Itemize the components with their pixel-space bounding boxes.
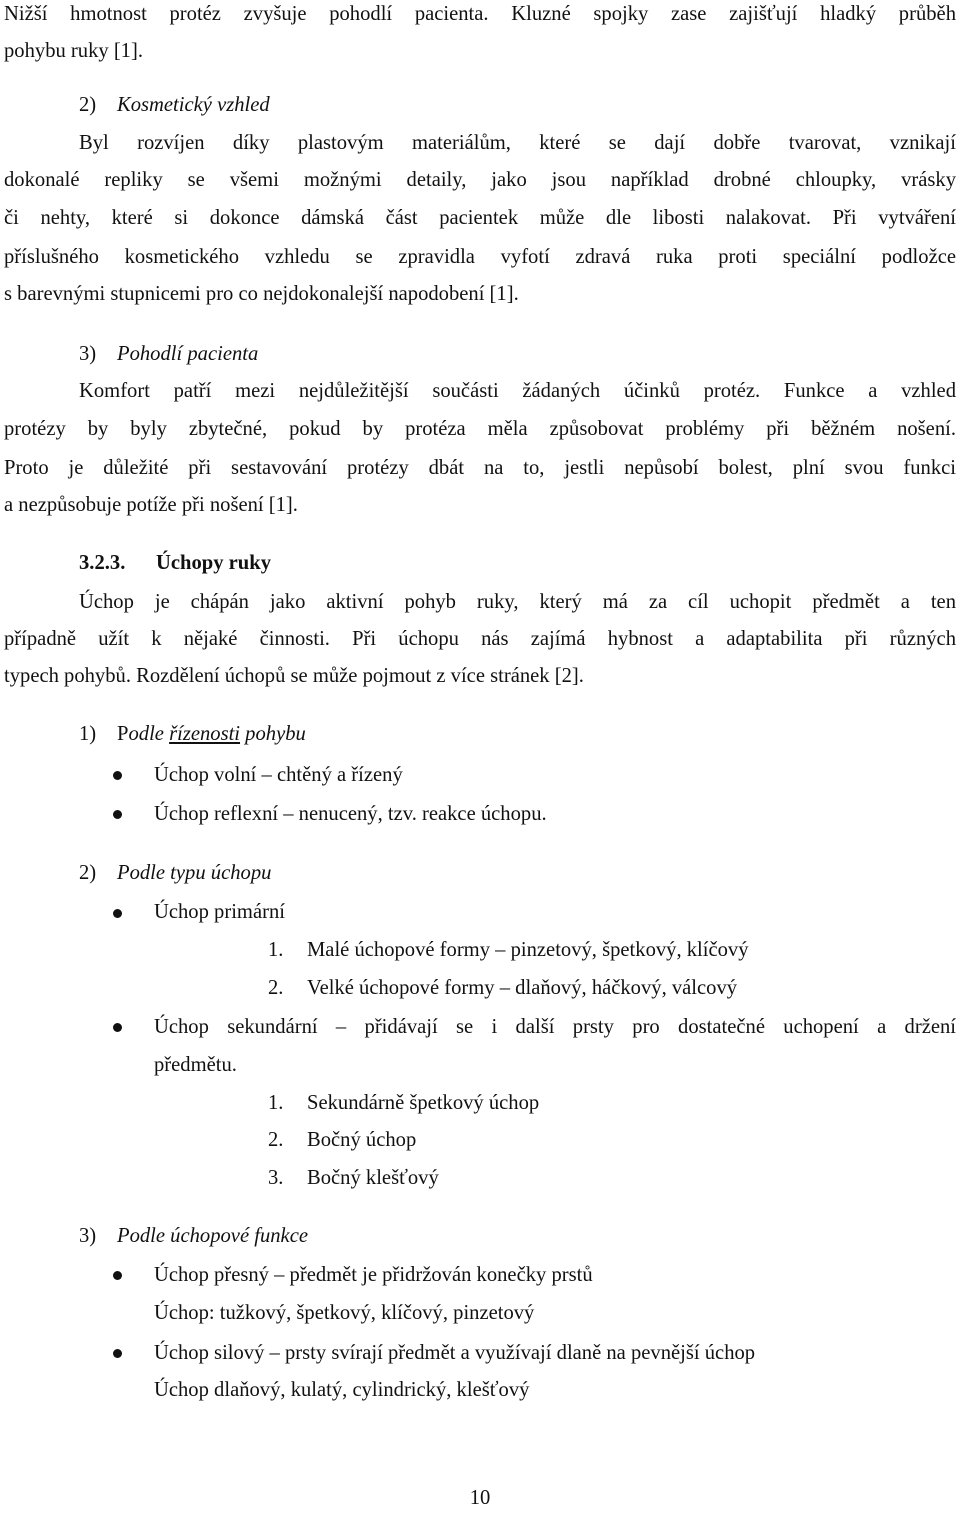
comfort-line-4: a nezpůsobuje potíže při nošení [1]. [4,494,298,516]
section-heading-comfort [79,336,956,373]
list-item-detail: Úchop dlaňový, kulatý, cylindrický, klešťový [154,1379,530,1401]
list-item-detail: Úchop: tužkový, špetkový, klíčový, pinzetový [154,1302,535,1324]
ordered-text: Malé úchopové formy – pinzetový, špetkový, klíčový [307,939,749,961]
subsection-number: 3.2.3. [79,552,126,574]
cosmetic-line-2: dokonalé repliky se všemi možnými detaily, jako jsou například drobné chloupky, vrásky [4,169,956,191]
list-item: Úchop sekundární – přidávají se i další prsty pro dostatečné uchopení a držení [154,1016,956,1038]
list-item-continued: předmětu. [154,1054,237,1076]
list-item: Úchop silový – prsty svírají předmět a využívají dlaně na pevnější úchop [154,1342,756,1364]
section-number: 3) [79,343,97,365]
list-title-part: pohybu [240,723,306,745]
comfort-line-3: Proto je důležité při sestavování protézy dbát na to, jestli nepůsobí bolest, plní svou funkci [4,457,956,479]
cosmetic-line-4: příslušného kosmetického vzhledu se zpravidla vyfotí zdravá ruka proti speciální podložce [4,246,956,268]
subsection-heading-grips [79,545,956,582]
section-title: Pohodlí pacienta [117,343,259,365]
section-number: 2) [79,94,97,116]
grips-line-2: případně užít k nějaké činnosti. Při úchopu nás zajímá hybnost a adaptabilita při různých [4,628,956,650]
grips-line-3: typech pohybů. Rozdělení úchopů se může pojmout z více stránek [2]. [4,665,584,687]
ordered-item [268,932,956,969]
bullet-icon [113,810,122,819]
subsection-title: Úchopy ruky [156,552,272,574]
list2-heading [79,855,956,892]
bullet-icon [113,771,122,780]
list-title: Podle úchopové funkce [117,1225,308,1247]
list-title-part: odle [128,723,170,745]
list-item: Úchop volní – chtěný a řízený [154,764,403,786]
bullet-icon [113,1271,122,1280]
ordered-item [268,1160,956,1197]
ordered-item [268,1122,956,1159]
grips-line-1: Úchop je chápán jako aktivní pohyb ruky, který má za cíl uchopit předmět a ten [79,591,956,613]
ordered-number: 1. [268,1092,284,1114]
bullet-icon [113,1349,122,1358]
ordered-number: 1. [268,939,284,961]
intro-line-2: pohybu ruky [1]. [4,40,143,62]
list-title: Podle typu úchopu [117,862,272,884]
cosmetic-line-1: Byl rozvíjen díky plastovým materiálům, které se dají dobře tvarovat, vznikají [79,132,956,154]
list-number: 3) [79,1225,97,1247]
ordered-text: Sekundárně špetkový úchop [307,1092,540,1114]
section-title: Kosmetický vzhled [117,94,270,116]
list-title-initial: P [117,723,129,745]
ordered-item [268,1085,956,1122]
ordered-text: Velké úchopové formy – dlaňový, háčkový, válcový [307,977,738,999]
list1-heading [79,716,956,753]
ordered-text: Bočný klešťový [307,1167,439,1189]
list-item: Úchop přesný – předmět je přidržován konečky prstů [154,1264,593,1286]
ordered-item [268,970,956,1007]
list-number: 2) [79,862,97,884]
cosmetic-line-5: s barevnými stupnicemi pro co nejdokonalejší napodobení [1]. [4,283,519,305]
ordered-text: Bočný úchop [307,1129,417,1151]
comfort-line-2: protézy by byly zbytečné, pokud by protéza měla způsobovat problémy při běžném nošení. [4,418,956,440]
bullet-icon [113,1023,122,1032]
intro-line-1: Nižší hmotnost protéz zvyšuje pohodlí pacienta. Kluzné spojky zase zajišťují hladký průběh [4,3,956,25]
page-number: 10 [469,1487,491,1509]
ordered-number: 2. [268,1129,284,1151]
ordered-number: 2. [268,977,284,999]
section-heading-cosmetic [79,87,956,124]
list-item: Úchop reflexní – nenucený, tzv. reakce úchopu. [154,803,547,825]
list-number: 1) [79,723,97,745]
comfort-line-1: Komfort patří mezi nejdůležitější součásti žádaných účinků protéz. Funkce a vzhled [79,380,956,402]
bullet-icon [113,909,122,918]
ordered-number: 3. [268,1167,284,1189]
list-title-underlined: řízenosti [169,723,241,745]
list-item: Úchop primární [154,901,285,923]
list3-heading [79,1218,956,1255]
cosmetic-line-3: či nehty, které si dokonce dámská část pacientek může dle libosti nalakovat. Při vytváření [4,207,956,229]
